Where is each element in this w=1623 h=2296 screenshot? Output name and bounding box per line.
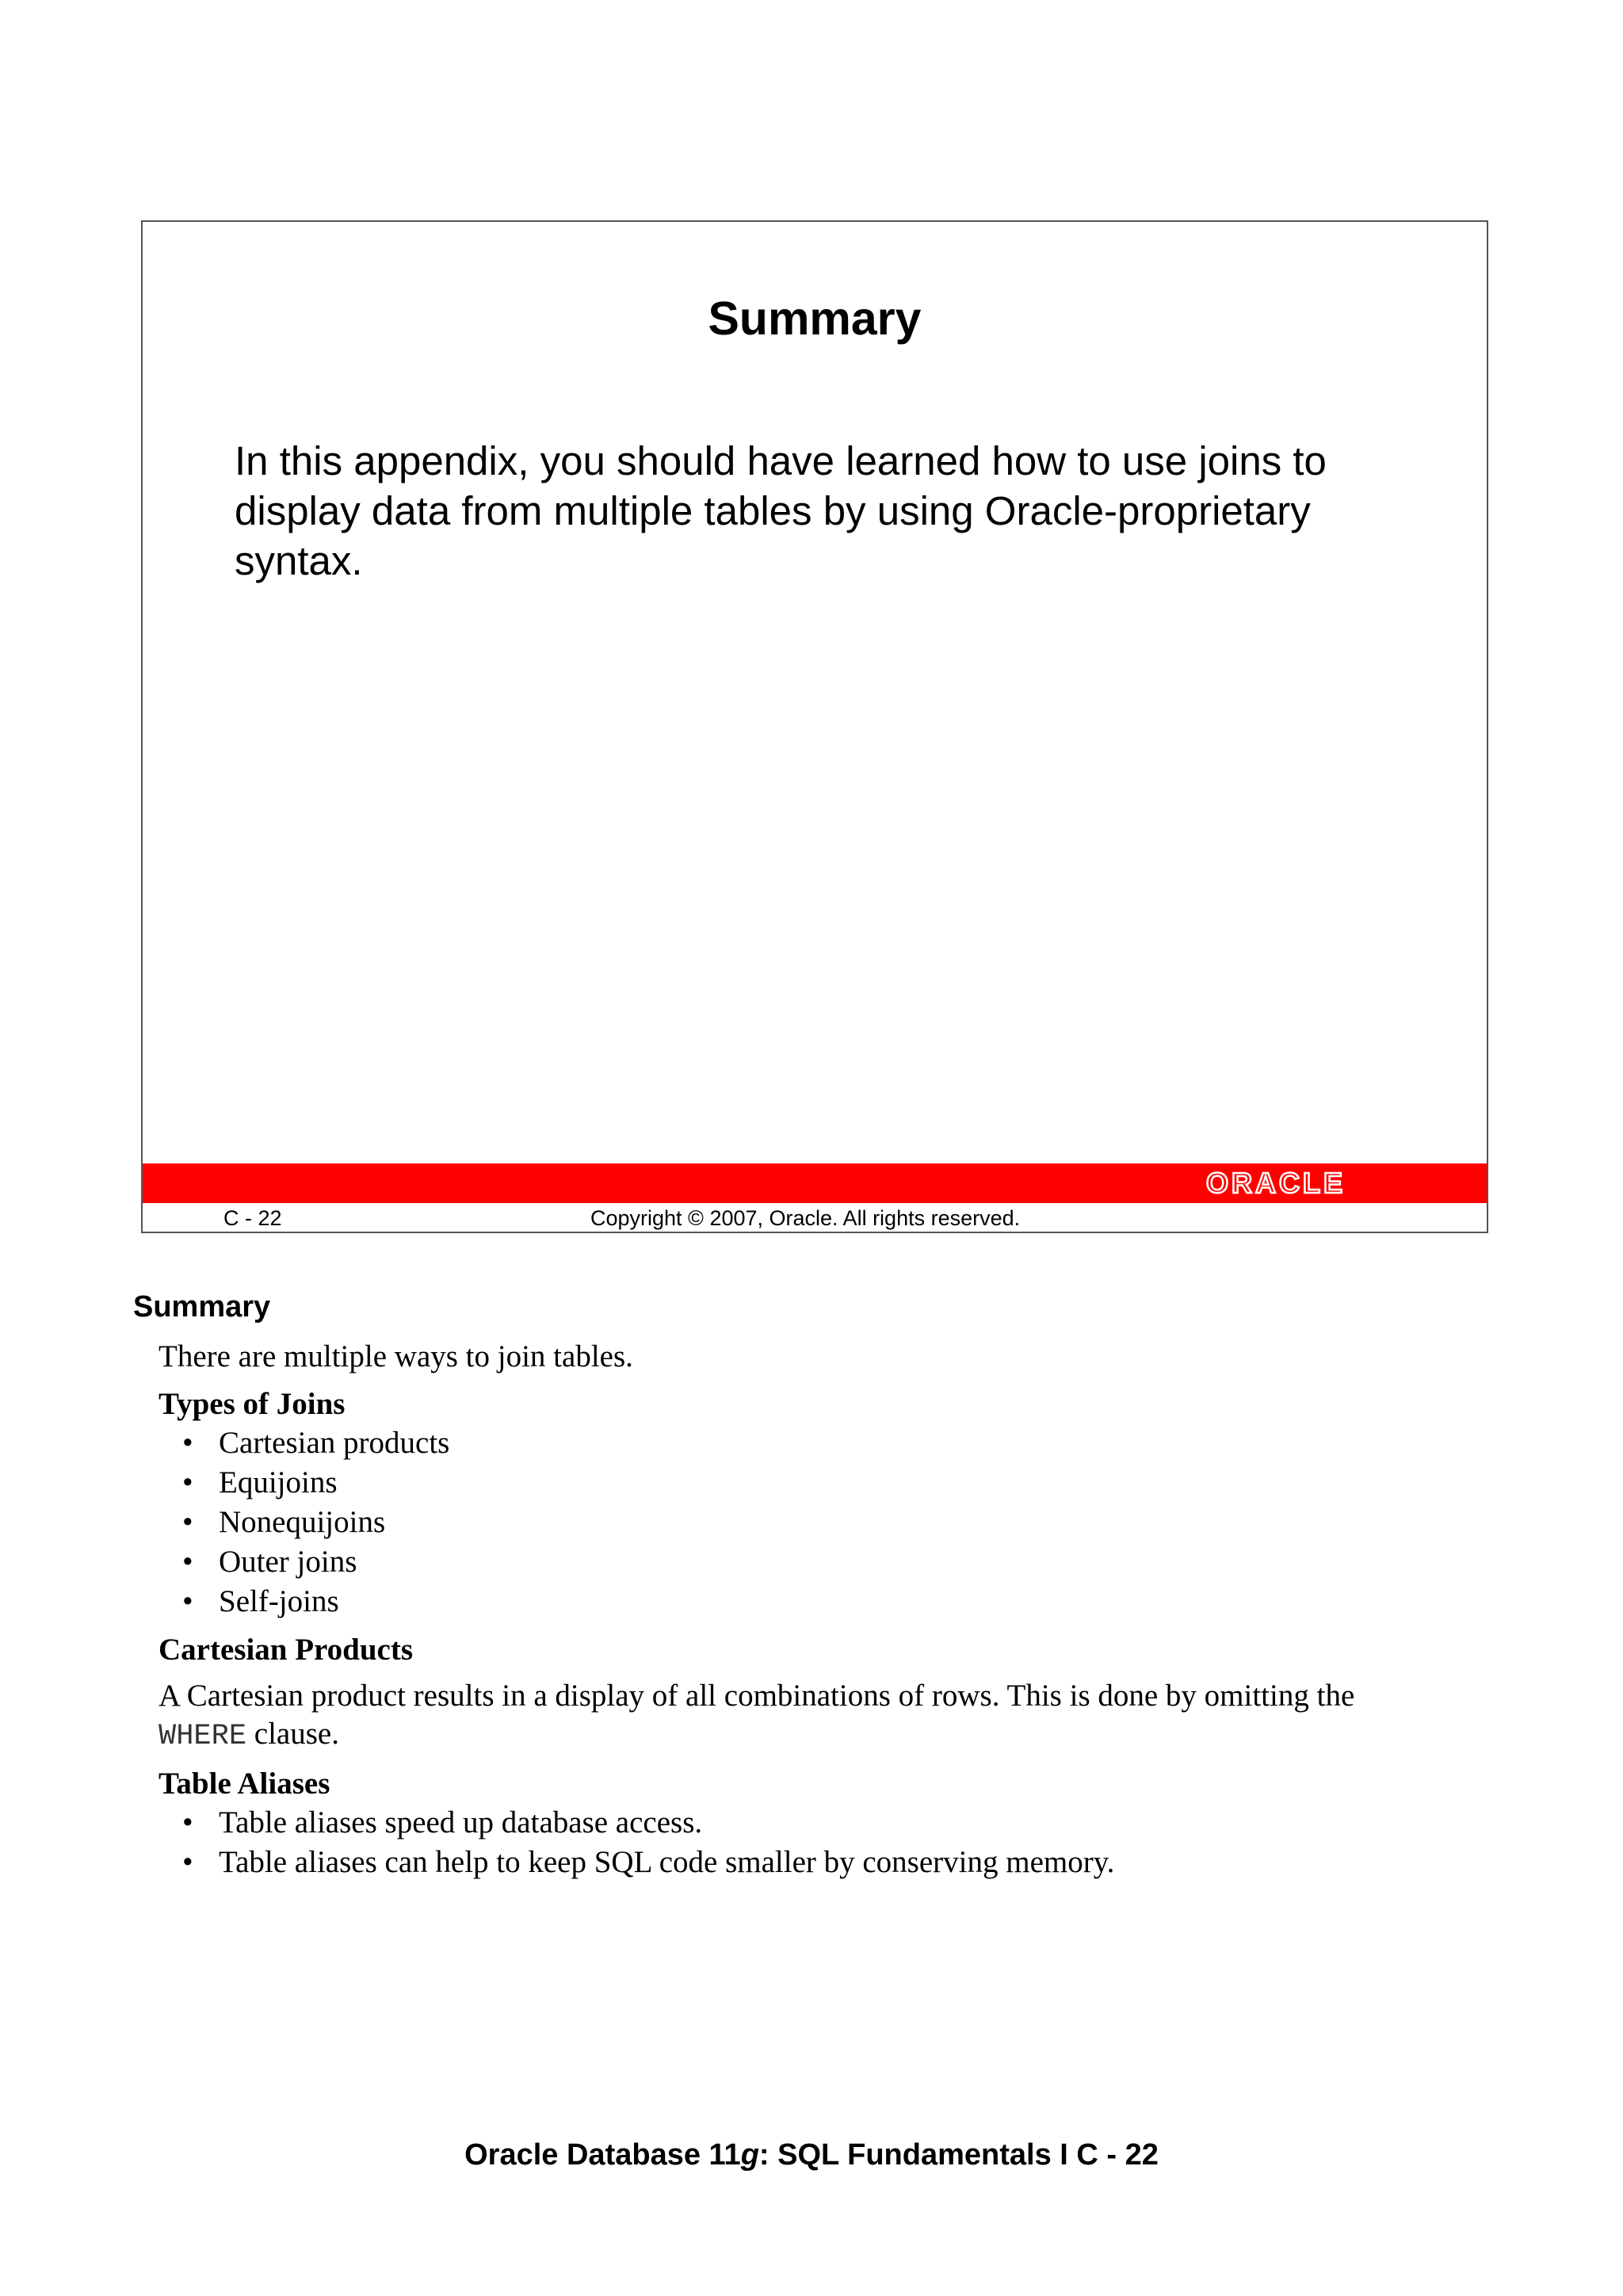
list-item: • Cartesian products bbox=[158, 1423, 1474, 1463]
list-item: • Table aliases speed up database access. bbox=[158, 1803, 1474, 1843]
slide-number: C - 22 bbox=[223, 1206, 282, 1230]
slide-title: Summary bbox=[708, 292, 922, 345]
table-aliases-list bbox=[158, 1803, 1474, 1882]
list-item: • Equijoins bbox=[158, 1463, 1474, 1503]
bullet-icon: • bbox=[182, 1426, 193, 1460]
slide-footer-bar bbox=[143, 1163, 1487, 1203]
join-types-list bbox=[158, 1423, 1474, 1622]
list-item: • Table aliases can help to keep SQL code smaller by conserving memory. bbox=[158, 1843, 1474, 1882]
types-of-joins-heading: Types of Joins bbox=[158, 1387, 346, 1421]
slide-body-text: In this appendix, you should have learned how to use joins to display data from multiple tables by using Oracle-proprietary syntax. bbox=[235, 438, 1327, 583]
table-aliases-heading: Table Aliases bbox=[158, 1767, 330, 1801]
list-item: • Outer joins bbox=[158, 1542, 1474, 1582]
bullet-icon: • bbox=[182, 1845, 193, 1879]
bullet-icon: • bbox=[182, 1505, 193, 1539]
list-item: • Self-joins bbox=[158, 1582, 1474, 1622]
slide-frame bbox=[141, 220, 1488, 1233]
cartesian-products-heading: Cartesian Products bbox=[158, 1633, 414, 1667]
notes-body bbox=[158, 1338, 1474, 1882]
page-footer: Oracle Database 11g: SQL Fundamentals I C - 22 bbox=[464, 2138, 1159, 2172]
bullet-icon: • bbox=[182, 1465, 193, 1499]
cartesian-paragraph: A Cartesian product results in a display of all combinations of rows. This is done by omitting the WHERE clause. bbox=[158, 1679, 1355, 1753]
notes-heading: Summary bbox=[133, 1290, 271, 1324]
copyright-notice: Copyright © 2007, Oracle. All rights reserved. bbox=[590, 1206, 1021, 1230]
notes-intro: There are multiple ways to join tables. bbox=[158, 1339, 633, 1373]
bullet-icon: • bbox=[182, 1805, 193, 1839]
slide-footer bbox=[143, 1203, 1487, 1233]
bullet-icon: • bbox=[182, 1545, 193, 1579]
bullet-icon: • bbox=[182, 1584, 193, 1618]
oracle-logo: ORACLE bbox=[1206, 1167, 1346, 1199]
where-code: WHERE bbox=[158, 1720, 247, 1753]
list-item: • Nonequijoins bbox=[158, 1503, 1474, 1542]
